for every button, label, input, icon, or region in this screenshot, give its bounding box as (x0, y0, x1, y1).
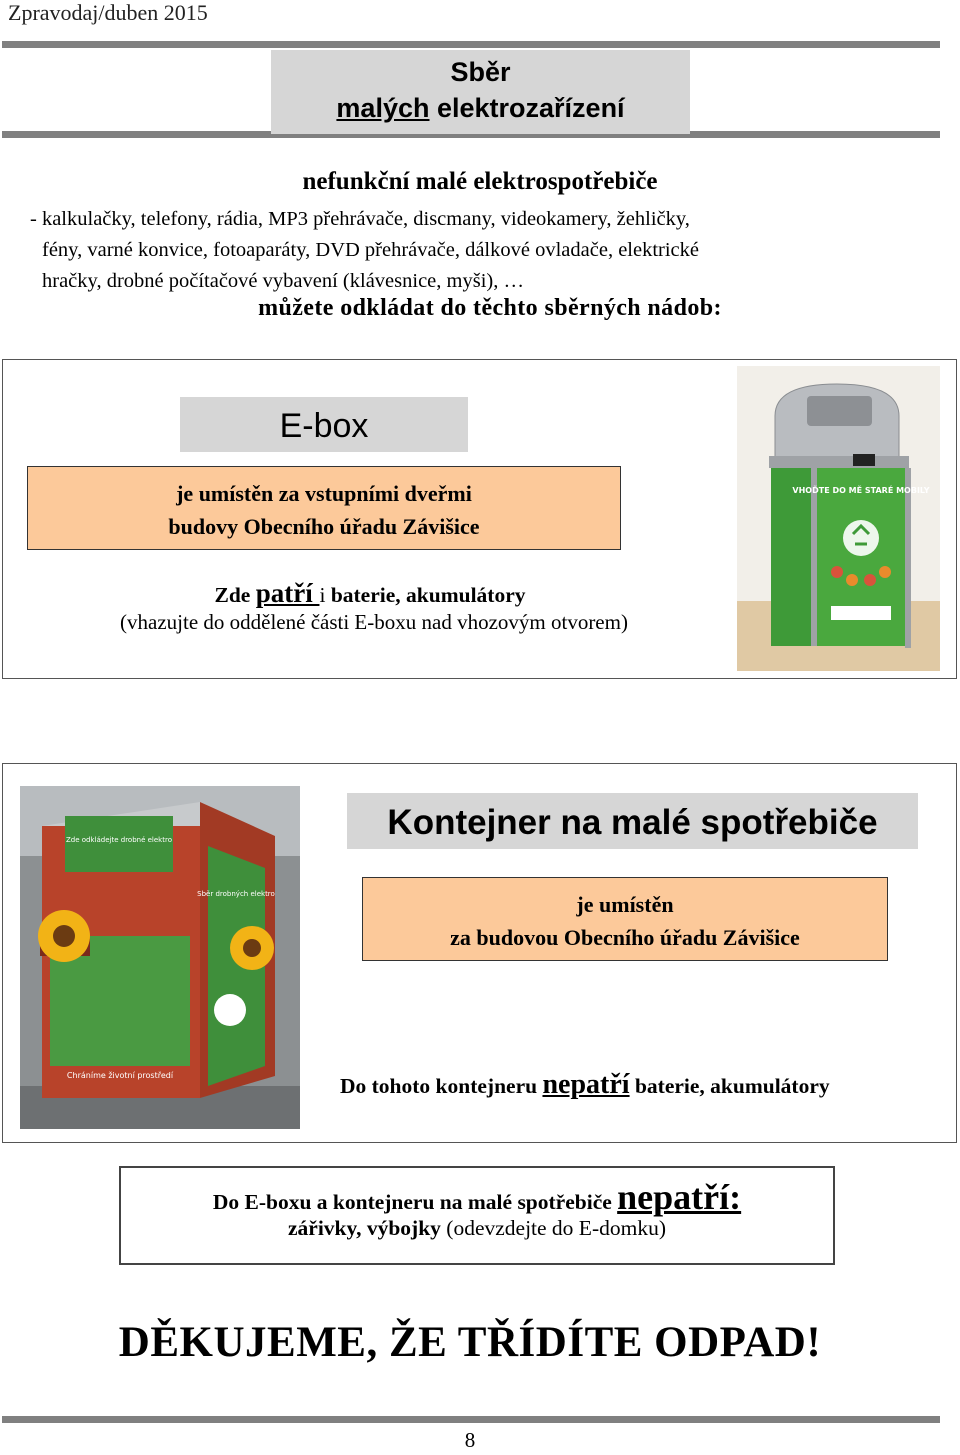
exclusion-rest: (odevzdejte do E-domku) (440, 1216, 666, 1240)
note-post: baterie, akumulátory (325, 583, 526, 607)
intro-heading: nefunkční malé elektrospotřebiče (302, 168, 658, 195)
page-number: 8 (464, 1428, 476, 1452)
ebox-battery-note (0, 578, 740, 609)
call-to-action: můžete odkládat do těchto sběrných nádob: (258, 295, 722, 321)
title-line1: Sběr (450, 57, 511, 87)
page-title (271, 50, 690, 134)
title-underlined: malých (336, 93, 430, 123)
list-line-2: fény, varné konvice, fotoaparáty, DVD přehrávače, dálkové ovladače, elektrické (42, 239, 700, 261)
exclusion-pre: Do E-boxu a kontejneru na malé spotřebiče (212, 1190, 618, 1214)
cont-note-emph: nepatří (542, 1069, 630, 1100)
appliance-list (30, 204, 930, 297)
container-location (362, 877, 888, 961)
container-battery-note (340, 1069, 950, 1101)
note-i: i (319, 583, 326, 607)
ebox-location-line1: je umístěn za vstupními dveřmi (176, 481, 472, 506)
exclusion-items: zářivky, výbojky (288, 1216, 441, 1240)
container-photo (20, 786, 300, 1129)
list-line-1: - kalkulačky, telefony, rádia, MP3 přehrávače, discmany, videokamery, žehličky, (30, 208, 690, 230)
container-location-line1: je umístěn (576, 892, 674, 917)
container-label: Kontejner na malé spotřebiče (347, 793, 918, 849)
note-pre: Zde (214, 583, 256, 607)
ebox-photo-text: VHOĎTE DO MĚ STARÉ MOBILY (792, 486, 930, 495)
ebox-location (27, 466, 621, 550)
top-rule (2, 41, 940, 48)
cont-note-post: baterie, akumulátory (629, 1074, 830, 1098)
cont-note-pre: Do tohoto kontejneru (340, 1074, 543, 1098)
container-photo-text1: Zde odkládejte drobné elektro (66, 836, 172, 844)
title-line2 (271, 90, 690, 126)
list-line-3: hračky, drobné počítačové vybavení (klávesnice, myši), … (42, 270, 524, 292)
container-location-line2: za budovou Obecního úřadu Závišice (450, 925, 800, 950)
exclusion-box (119, 1166, 835, 1265)
ebox-photo (737, 366, 940, 671)
bottom-rule (2, 1416, 940, 1423)
title-rest: elektrozařízení (429, 93, 625, 123)
ebox-location-line2: budovy Obecního úřadu Závišice (168, 514, 480, 539)
thank-you-banner: DĚKUJEME, ŽE TŘÍDÍTE ODPAD! (118, 1319, 822, 1366)
exclusion-emph: nepatří: (617, 1177, 742, 1217)
exclusion-line2 (121, 1216, 833, 1241)
exclusion-line1 (121, 1168, 833, 1218)
newsletter-header: Zpravodaj/duben 2015 (8, 0, 208, 25)
container-photo-text3: Chráníme životní prostředí (66, 1071, 174, 1080)
ebox-instruction: (vhazujte do oddělené části E-boxu nad vhozovým otvorem) (120, 610, 628, 634)
container-photo-text2: Sběr drobných elektro (197, 890, 275, 898)
note-emph: patří (255, 578, 320, 608)
ebox-label: E-box (180, 397, 468, 452)
